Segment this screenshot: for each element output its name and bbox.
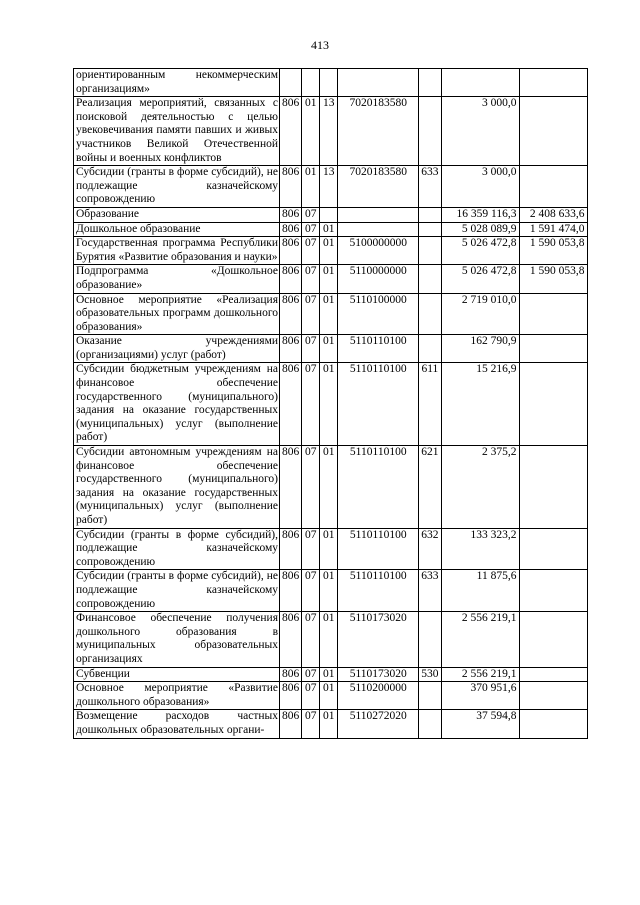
row-gr-cell: 806 [280,710,302,738]
table-row [74,710,588,738]
row-vr-cell [419,710,441,738]
row-sum1-cell: 11 875,6 [441,570,519,612]
row-csr-cell: 5110173020 [338,612,419,667]
row-sum1-cell: 37 594,8 [441,710,519,738]
row-name-cell: Государственная программа Республики Бурятия «Развитие образования и науки» [74,237,280,265]
row-csr-cell: 5110100000 [338,293,419,335]
row-pr-cell: 01 [320,335,338,363]
row-vr-cell [419,237,441,265]
row-csr-cell: 5110110100 [338,446,419,529]
row-rz-cell: 07 [302,528,320,570]
row-vr-cell [419,612,441,667]
row-rz-cell: 07 [302,335,320,363]
row-vr-cell: 633 [419,570,441,612]
row-vr-cell [419,265,441,293]
row-sum2-cell [519,528,587,570]
table-row [74,528,588,570]
row-csr-cell: 7020183580 [338,166,419,208]
row-name-cell: ориентированным некоммерческим организациям» [74,69,280,97]
row-gr-cell: 806 [280,335,302,363]
row-pr-cell [320,69,338,97]
row-pr-cell: 13 [320,166,338,208]
row-name-cell: Возмещение расходов частных дошкольных образовательных органи- [74,710,280,738]
row-vr-cell: 621 [419,446,441,529]
row-pr-cell: 01 [320,237,338,265]
row-pr-cell: 01 [320,363,338,446]
row-name-cell: Основное мероприятие «Развитие дошкольного образования» [74,682,280,710]
row-sum1-cell: 133 323,2 [441,528,519,570]
table-row [74,446,588,529]
row-sum1-cell: 5 026 472,8 [441,265,519,293]
row-csr-cell: 5100000000 [338,237,419,265]
row-csr-cell: 5110110100 [338,363,419,446]
row-sum1-cell: 5 028 089,9 [441,222,519,237]
row-csr-cell [338,69,419,97]
table-row [74,682,588,710]
row-csr-cell: 5110110100 [338,528,419,570]
row-gr-cell: 806 [280,682,302,710]
table-row [74,265,588,293]
row-csr-cell: 5110272020 [338,710,419,738]
row-name-cell: Реализация мероприятий, связанных с поисковой деятельностью с целью увековечивания памяти павших и живых участников Великой Отечественной войны и военных конфликтов [74,97,280,166]
row-pr-cell: 01 [320,667,338,682]
table-row [74,612,588,667]
row-rz-cell [302,69,320,97]
row-rz-cell: 01 [302,166,320,208]
row-vr-cell: 633 [419,166,441,208]
row-sum1-cell: 3 000,0 [441,97,519,166]
row-sum1-cell: 3 000,0 [441,166,519,208]
row-sum1-cell: 370 951,6 [441,682,519,710]
row-rz-cell: 07 [302,446,320,529]
row-rz-cell: 07 [302,682,320,710]
table-row [74,97,588,166]
row-csr-cell: 5110000000 [338,265,419,293]
row-gr-cell: 806 [280,222,302,237]
table-row [74,570,588,612]
row-pr-cell: 01 [320,682,338,710]
row-rz-cell: 07 [302,363,320,446]
row-csr-cell: 7020183580 [338,97,419,166]
row-sum1-cell: 16 359 116,3 [441,207,519,222]
row-vr-cell [419,207,441,222]
row-vr-cell [419,222,441,237]
row-sum2-cell [519,667,587,682]
row-pr-cell: 01 [320,265,338,293]
budget-table [73,68,588,739]
row-csr-cell: 5110200000 [338,682,419,710]
table-row [74,363,588,446]
row-rz-cell: 01 [302,97,320,166]
row-csr-cell: 5110173020 [338,667,419,682]
row-name-cell: Субсидии (гранты в форме субсидий), не подлежащие казначейскому сопровождению [74,166,280,208]
row-vr-cell: 530 [419,667,441,682]
table-row [74,667,588,682]
row-sum1-cell: 2 556 219,1 [441,667,519,682]
row-gr-cell: 806 [280,667,302,682]
row-name-cell: Образование [74,207,280,222]
row-sum2-cell [519,335,587,363]
row-vr-cell [419,335,441,363]
row-vr-cell [419,293,441,335]
row-pr-cell: 01 [320,612,338,667]
table-row [74,335,588,363]
row-gr-cell: 806 [280,612,302,667]
row-name-cell: Субсидии бюджетным учреждениям на финансовое обеспечение государственного (муниципального) задания на оказание государственных (муниципальных) услуг (выполнение работ) [74,363,280,446]
row-sum2-cell [519,293,587,335]
row-name-cell: Субсидии автономным учреждениям на финансовое обеспечение государственного (муниципального) задания на оказание государственных (муниципальных) услуг (выполнение работ) [74,446,280,529]
row-name-cell: Финансовое обеспечение получения дошкольного образования в муниципальных образовательных организациях [74,612,280,667]
row-sum2-cell [519,69,587,97]
row-pr-cell: 01 [320,446,338,529]
table-row [74,237,588,265]
row-gr-cell: 806 [280,97,302,166]
row-vr-cell [419,682,441,710]
row-sum2-cell [519,570,587,612]
row-name-cell: Основное мероприятие «Реализация образовательных программ дошкольного образования» [74,293,280,335]
table-row [74,166,588,208]
row-sum2-cell [519,710,587,738]
row-csr-cell [338,222,419,237]
row-pr-cell: 01 [320,570,338,612]
row-gr-cell: 806 [280,207,302,222]
row-name-cell: Оказание учреждениями (организациями) услуг (работ) [74,335,280,363]
row-csr-cell: 5110110100 [338,570,419,612]
table-body [74,69,588,739]
row-sum1-cell: 2 375,2 [441,446,519,529]
row-csr-cell: 5110110100 [338,335,419,363]
row-sum2-cell: 1 590 053,8 [519,237,587,265]
row-rz-cell: 07 [302,237,320,265]
row-gr-cell: 806 [280,265,302,293]
page-number: 413 [311,38,329,52]
row-vr-cell [419,97,441,166]
row-pr-cell [320,207,338,222]
row-rz-cell: 07 [302,570,320,612]
row-sum2-cell: 1 591 474,0 [519,222,587,237]
row-pr-cell: 13 [320,97,338,166]
row-name-cell: Субвенции [74,667,280,682]
row-gr-cell: 806 [280,237,302,265]
row-pr-cell: 01 [320,528,338,570]
row-sum2-cell: 1 590 053,8 [519,265,587,293]
row-gr-cell: 806 [280,570,302,612]
row-sum1-cell: 2 556 219,1 [441,612,519,667]
row-gr-cell: 806 [280,363,302,446]
row-sum2-cell [519,166,587,208]
row-pr-cell: 01 [320,222,338,237]
row-rz-cell: 07 [302,207,320,222]
row-vr-cell: 632 [419,528,441,570]
row-name-cell: Подпрограмма «Дошкольное образование» [74,265,280,293]
row-gr-cell: 806 [280,446,302,529]
row-rz-cell: 07 [302,710,320,738]
row-sum2-cell [519,97,587,166]
row-gr-cell [280,69,302,97]
row-sum1-cell: 2 719 010,0 [441,293,519,335]
row-rz-cell: 07 [302,222,320,237]
row-rz-cell: 07 [302,265,320,293]
table-row [74,69,588,97]
row-name-cell: Дошкольное образование [74,222,280,237]
table-row [74,222,588,237]
row-sum2-cell [519,446,587,529]
row-sum2-cell [519,682,587,710]
row-sum2-cell: 2 408 633,6 [519,207,587,222]
row-gr-cell: 806 [280,528,302,570]
row-gr-cell: 806 [280,166,302,208]
table-row [74,207,588,222]
row-sum1-cell: 15 216,9 [441,363,519,446]
row-sum1-cell [441,69,519,97]
row-name-cell: Субсидии (гранты в форме субсидий), не подлежащие казначейскому сопровождению [74,570,280,612]
row-pr-cell: 01 [320,710,338,738]
row-csr-cell [338,207,419,222]
row-rz-cell: 07 [302,667,320,682]
row-name-cell: Субсидии (гранты в форме субсидий), подлежащие казначейскому сопровождению [74,528,280,570]
row-vr-cell: 611 [419,363,441,446]
row-gr-cell: 806 [280,293,302,335]
row-sum2-cell [519,612,587,667]
table-row [74,293,588,335]
row-rz-cell: 07 [302,612,320,667]
row-sum2-cell [519,363,587,446]
row-pr-cell: 01 [320,293,338,335]
row-rz-cell: 07 [302,293,320,335]
row-vr-cell [419,69,441,97]
row-sum1-cell: 162 790,9 [441,335,519,363]
row-sum1-cell: 5 026 472,8 [441,237,519,265]
